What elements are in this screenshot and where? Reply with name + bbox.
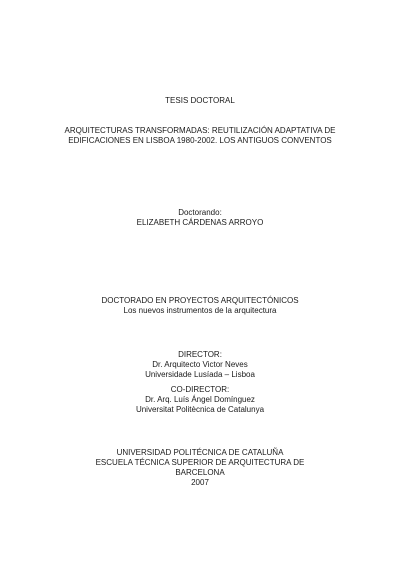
program-block [30,296,370,316]
school-name-line-2: BARCELONA [175,468,225,477]
co-director-affiliation: Universitat Politècnica de Catalunya [135,405,265,414]
university-name: UNIVERSIDAD POLITÉCNICA DE CATALUÑA [116,448,284,457]
co-director-block [30,385,370,415]
director-block [30,350,370,380]
thesis-title-block [30,126,370,146]
thesis-title-line-2: EDIFICACIONES EN LISBOA 1980-2002. LOS ANTIGUOS CONVENTOS [68,136,332,145]
director-label: DIRECTOR: [178,350,222,359]
candidate-block [30,208,370,228]
publication-year: 2007 [191,478,209,487]
director-name: Dr. Arquitecto Victor Neves [152,360,248,369]
candidate-label: Doctorando: [178,208,222,217]
school-name-line-1: ESCUELA TÉCNICA SUPERIOR DE ARQUITECTURA DE [95,458,305,467]
candidate-name: ELIZABETH CÁRDENAS ARROYO [136,218,264,227]
program-name: DOCTORADO EN PROYECTOS ARQUITECTÓNICOS [101,296,299,305]
program-subtitle: Los nuevos instrumentos de la arquitectura [123,306,277,315]
thesis-type-label: TESIS DOCTORAL [165,96,235,105]
institution-block [30,448,370,488]
thesis-type-block [30,96,370,106]
director-affiliation: Universidade Lusíada – Lisboa [145,370,255,379]
co-director-label: CO-DIRECTOR: [170,385,230,394]
thesis-title-line-1: ARQUITECTURAS TRANSFORMADAS: REUTILIZACIÓN ADAPTATIVA DE [64,126,336,135]
co-director-name: Dr. Arq. Luís Ángel Domínguez [145,395,255,404]
